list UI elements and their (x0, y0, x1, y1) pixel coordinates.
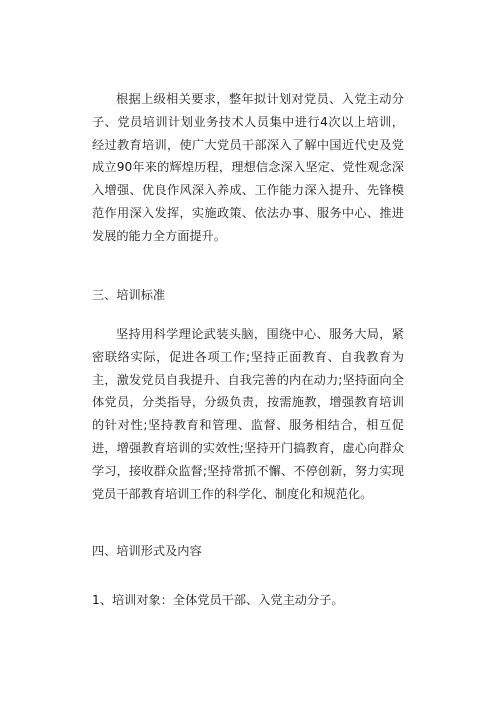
paragraph-training-goals: 根据上级相关要求，整年拟计划对党员、入党主动分子、党员培训计划业务技术人员集中进行4次以上培训，经过教育培训，使广大党员干部深入了解中国近代史及党成立90年来的辉煌历程，理想信念深入坚定、党性观念深入增强、优良作风深入养成、工作能力深入提升、先锋模范作用深入发挥，实施政策、依法办事、服务中心、推进发展的能力全方面提升。 (92, 92, 404, 243)
paragraph-training-targets: 1、培训对象：全体党员干部、入党主动分子。 (92, 593, 344, 607)
paragraph-training-standards: 坚持用科学理论武装头脑，围绕中心、服务大局，紧密联络实际，促进各项工作;坚持正面教育、自我教育为主，激发党员自我提升、自我完善的内在动力;坚持面向全体党员，分类指导，分级负责，按需施教，增强教育培训的针对性;坚持教育和管理、监督、服务相结合，相互促进，增强教育培训的实效性;坚持开门搞教育，虚心向群众学习，接收群众监督;坚持常抓不懈、不停创新，努力实现党员干部教育培训工作的科学化、制度化和规范化。 (92, 327, 404, 501)
section-heading-training-standards: 三、培训标准 (92, 288, 166, 302)
section-heading-training-format: 四、培训形式及内容 (92, 544, 202, 558)
